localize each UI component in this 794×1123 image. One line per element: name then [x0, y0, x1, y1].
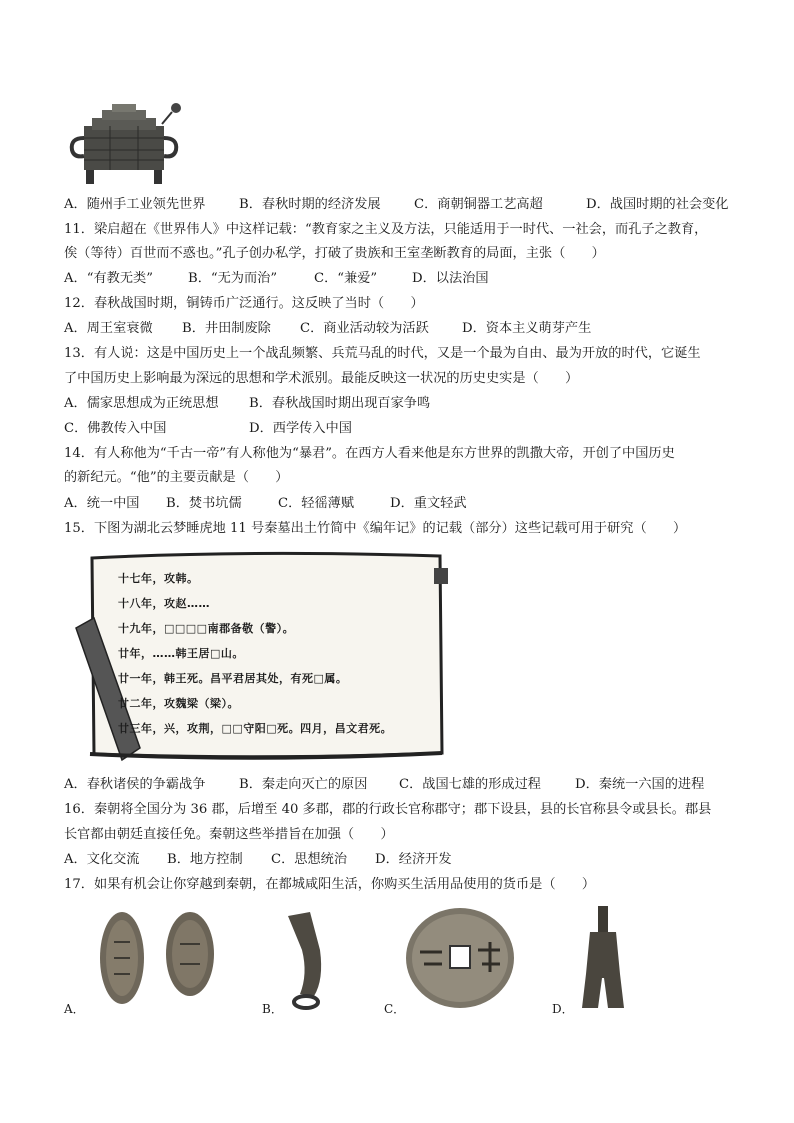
q11-stem-1: 11．梁启超在《世界伟人》中这样记载：“教育家之主义及方法，只能适用于一时代、一社会，而孔子之教育， [64, 222, 708, 237]
q12-option-d[interactable]: D．资本主义萌芽产生 [462, 321, 592, 336]
q13-option-a[interactable]: A．儒家思想成为正统思想 [64, 396, 219, 411]
q12-stem: 12．春秋战国时期，铜铸币广泛通行。这反映了当时（ ） [64, 296, 424, 311]
q11-option-c[interactable]: C．“兼爱” [314, 271, 378, 286]
bronze-vessel-image [62, 98, 186, 190]
q13-stem-2: 了中国历史上影响最为深远的思想和学术派别。最能反映这一状况的历史史实是（ ） [64, 371, 579, 386]
q11-options [64, 270, 489, 288]
q13-options-row2 [64, 420, 352, 438]
q14-stem-1: 14．有人称他为“千古一帝”有人称他为“暴君”。在西方人看来他是东方世界的凯撒大帝，开创了中国历史 [64, 446, 675, 461]
q15-option-c[interactable]: C．战国七雄的形成过程 [399, 777, 541, 792]
q15-option-b[interactable]: B．秦走向灭亡的原因 [239, 777, 368, 792]
q14-option-d[interactable]: D．重文轻武 [390, 496, 467, 511]
q10-option-b[interactable]: B．春秋时期的经济发展 [239, 197, 381, 212]
q12-option-b[interactable]: B．井田制废除 [182, 321, 271, 336]
q12-option-a[interactable]: A．周王室衰微 [64, 321, 153, 336]
q14-option-a[interactable]: A．统一中国 [64, 496, 140, 511]
q10-options [64, 196, 728, 214]
q11-option-d[interactable]: D．以法治国 [412, 271, 489, 286]
q15-stem: 15．下图为湖北云梦睡虎地 11 号秦墓出土竹简中《编年记》的记载（部分）这些记载可用于研究（ ） [64, 521, 687, 536]
q14-option-c[interactable]: C．轻徭薄赋 [278, 496, 355, 511]
knife-coin-image [280, 910, 340, 1010]
q14-options [64, 495, 467, 513]
q16-stem-2: 长官都由朝廷直接任免。秦朝这些举措旨在加强（ ） [64, 827, 394, 842]
slip-line-7: 廿三年，兴，攻荆，□□守阳□死。四月，昌文君死。 [118, 722, 393, 735]
slip-line-6: 廿二年，攻魏梁（梁）。 [118, 697, 239, 710]
spade-coin-image [578, 904, 628, 1012]
slip-line-1: 十七年，攻韩。 [118, 572, 199, 585]
q11-option-a[interactable]: A．“有教无类” [64, 271, 153, 286]
q13-option-b[interactable]: B．春秋战国时期出现百家争鸣 [249, 396, 431, 411]
q16-option-c[interactable]: C．思想统治 [271, 852, 348, 867]
ban-liang-coin-image [404, 906, 516, 1010]
q10-option-d[interactable]: D．战国时期的社会变化 [586, 197, 729, 212]
slip-line-4: 廿年，……韩王居□山。 [118, 647, 244, 660]
q13-stem-1: 13．有人说：这是中国历史上一个战乱频繁、兵荒马乱的时代，又是一个最为自由、最为开放的时代，它诞生 [64, 346, 701, 361]
q12-option-c[interactable]: C．商业活动较为活跃 [300, 321, 429, 336]
q13-option-d[interactable]: D．西学传入中国 [249, 421, 352, 436]
q11-stem-2: 俟（等待）百世而不惑也。”孔子创办私学，打破了贵族和王室垄断教育的局面，主张（ ） [64, 246, 605, 261]
q10-option-c[interactable]: C．商朝铜器工艺高超 [414, 197, 543, 212]
q16-option-d[interactable]: D．经济开发 [375, 852, 452, 867]
q13-option-c[interactable]: C．佛教传入中国 [64, 421, 167, 436]
q17-label-b[interactable]: B． [262, 1002, 283, 1016]
q17-stem: 17．如果有机会让你穿越到秦朝，在都城咸阳生活，你购买生活用品使用的货币是（ ） [64, 877, 596, 892]
slip-line-2: 十八年，攻赵…… [118, 597, 210, 610]
q14-option-b[interactable]: B．焚书坑儒 [166, 496, 242, 511]
q16-options [64, 851, 452, 869]
q15-option-d[interactable]: D．秦统一六国的进程 [575, 777, 705, 792]
q11-option-b[interactable]: B．“无为而治” [188, 271, 278, 286]
q16-option-a[interactable]: A．文化交流 [64, 852, 140, 867]
ant-nose-coins-image [92, 908, 220, 1008]
q17-label-c[interactable]: C． [384, 1002, 406, 1016]
q10-option-a[interactable]: A．随州手工业领先世界 [64, 197, 206, 212]
q13-options-row1 [64, 395, 430, 413]
q15-option-a[interactable]: A．春秋诸侯的争霸战争 [64, 777, 206, 792]
q17-label-a[interactable]: A． [64, 1002, 85, 1016]
slip-line-3: 十九年，□□□□南郡备敬（警）。 [118, 622, 295, 635]
q15-options [64, 776, 704, 794]
q16-option-b[interactable]: B．地方控制 [167, 852, 243, 867]
q17-label-d[interactable]: D． [552, 1002, 574, 1016]
q14-stem-2: 的新纪元。“他”的主要贡献是（ ） [64, 470, 289, 485]
q16-stem-1: 16．秦朝将全国分为 36 郡，后增至 40 多郡，郡的行政长官称郡守；郡下设县，县的长官称县令或县长。郡县 [64, 802, 712, 817]
slip-line-5: 廿一年，韩王死。昌平君居其处，有死□属。 [118, 672, 348, 685]
q12-options [64, 320, 591, 338]
